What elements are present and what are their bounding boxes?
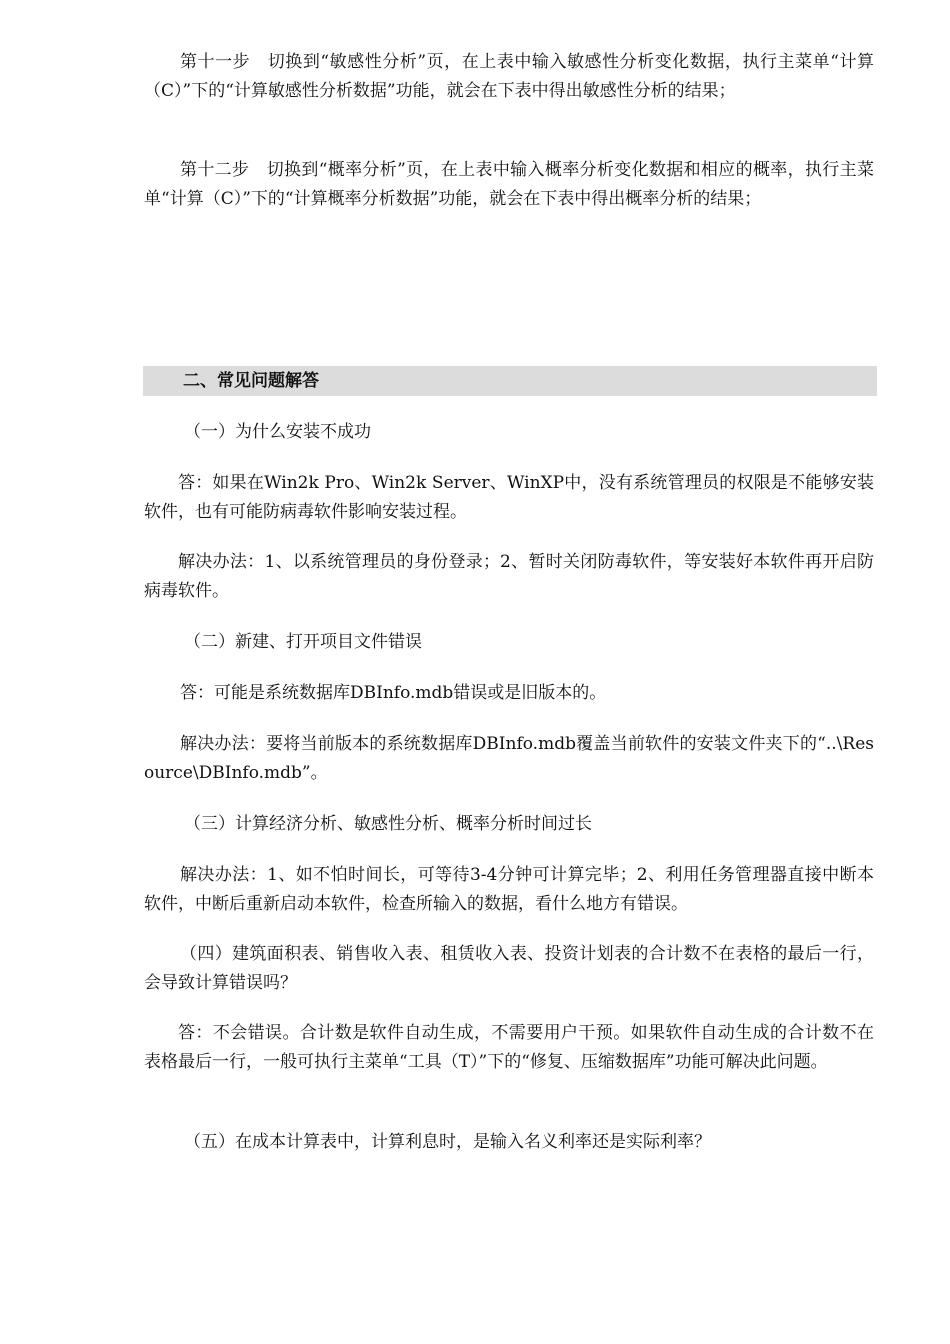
question-4: （四）建筑面积表、销售收入表、租赁收入表、投资计划表的合计数不在表格的最后一行，会导致计算错误吗？ xyxy=(144,944,874,993)
faq-section-heading xyxy=(143,366,877,396)
step-twelve-paragraph: 第十二步 切换到“概率分析”页，在上表中输入概率分析变化数据和相应的概率，执行主菜单“计算（C）”下的“计算概率分析数据”功能，就会在下表中得出概率分析的结果； xyxy=(144,160,874,209)
question-3: （三）计算经济分析、敏感性分析、概率分析时间过长 xyxy=(184,814,592,834)
answer-4: 答：不会错误。合计数是软件自动生成，不需要用户干预。如果软件自动生成的合计数不在表格最后一行，一般可执行主菜单“工具（T）”下的“修复、压缩数据库”功能可解决此问题。 xyxy=(144,1023,874,1072)
answer-2: 答：可能是系统数据库DBInfo.mdb错误或是旧版本的。 xyxy=(180,683,607,703)
question-2: （二）新建、打开项目文件错误 xyxy=(184,632,422,652)
faq-heading-text: 二、常见问题解答 xyxy=(183,371,319,391)
step-eleven-paragraph: 第十一步 切换到“敏感性分析”页，在上表中输入敏感性分析变化数据，执行主菜单“计算（C）”下的“计算敏感性分析数据”功能，就会在下表中得出敏感性分析的结果； xyxy=(144,52,874,101)
question-1: （一）为什么安装不成功 xyxy=(184,422,371,442)
question-5: （五）在成本计算表中，计算利息时，是输入名义利率还是实际利率？ xyxy=(184,1132,711,1152)
answer-1: 答：如果在Win2k Pro、Win2k Server、WinXP中，没有系统管理员的权限是不能够安装软件，也有可能防病毒软件影响安装过程。 xyxy=(144,473,874,522)
solution-1: 解决办法：1、以系统管理员的身份登录；2、暂时关闭防毒软件，等安装好本软件再开启防病毒软件。 xyxy=(144,552,874,601)
solution-3: 解决办法：1、如不怕时间长，可等待3-4分钟可计算完毕；2、利用任务管理器直接中断本软件，中断后重新启动本软件，检查所输入的数据，看什么地方有错误。 xyxy=(144,865,874,914)
solution-2: 解决办法：要将当前版本的系统数据库DBInfo.mdb覆盖当前软件的安装文件夹下的“..\Resource\DBInfo.mdb”。 xyxy=(144,734,874,783)
